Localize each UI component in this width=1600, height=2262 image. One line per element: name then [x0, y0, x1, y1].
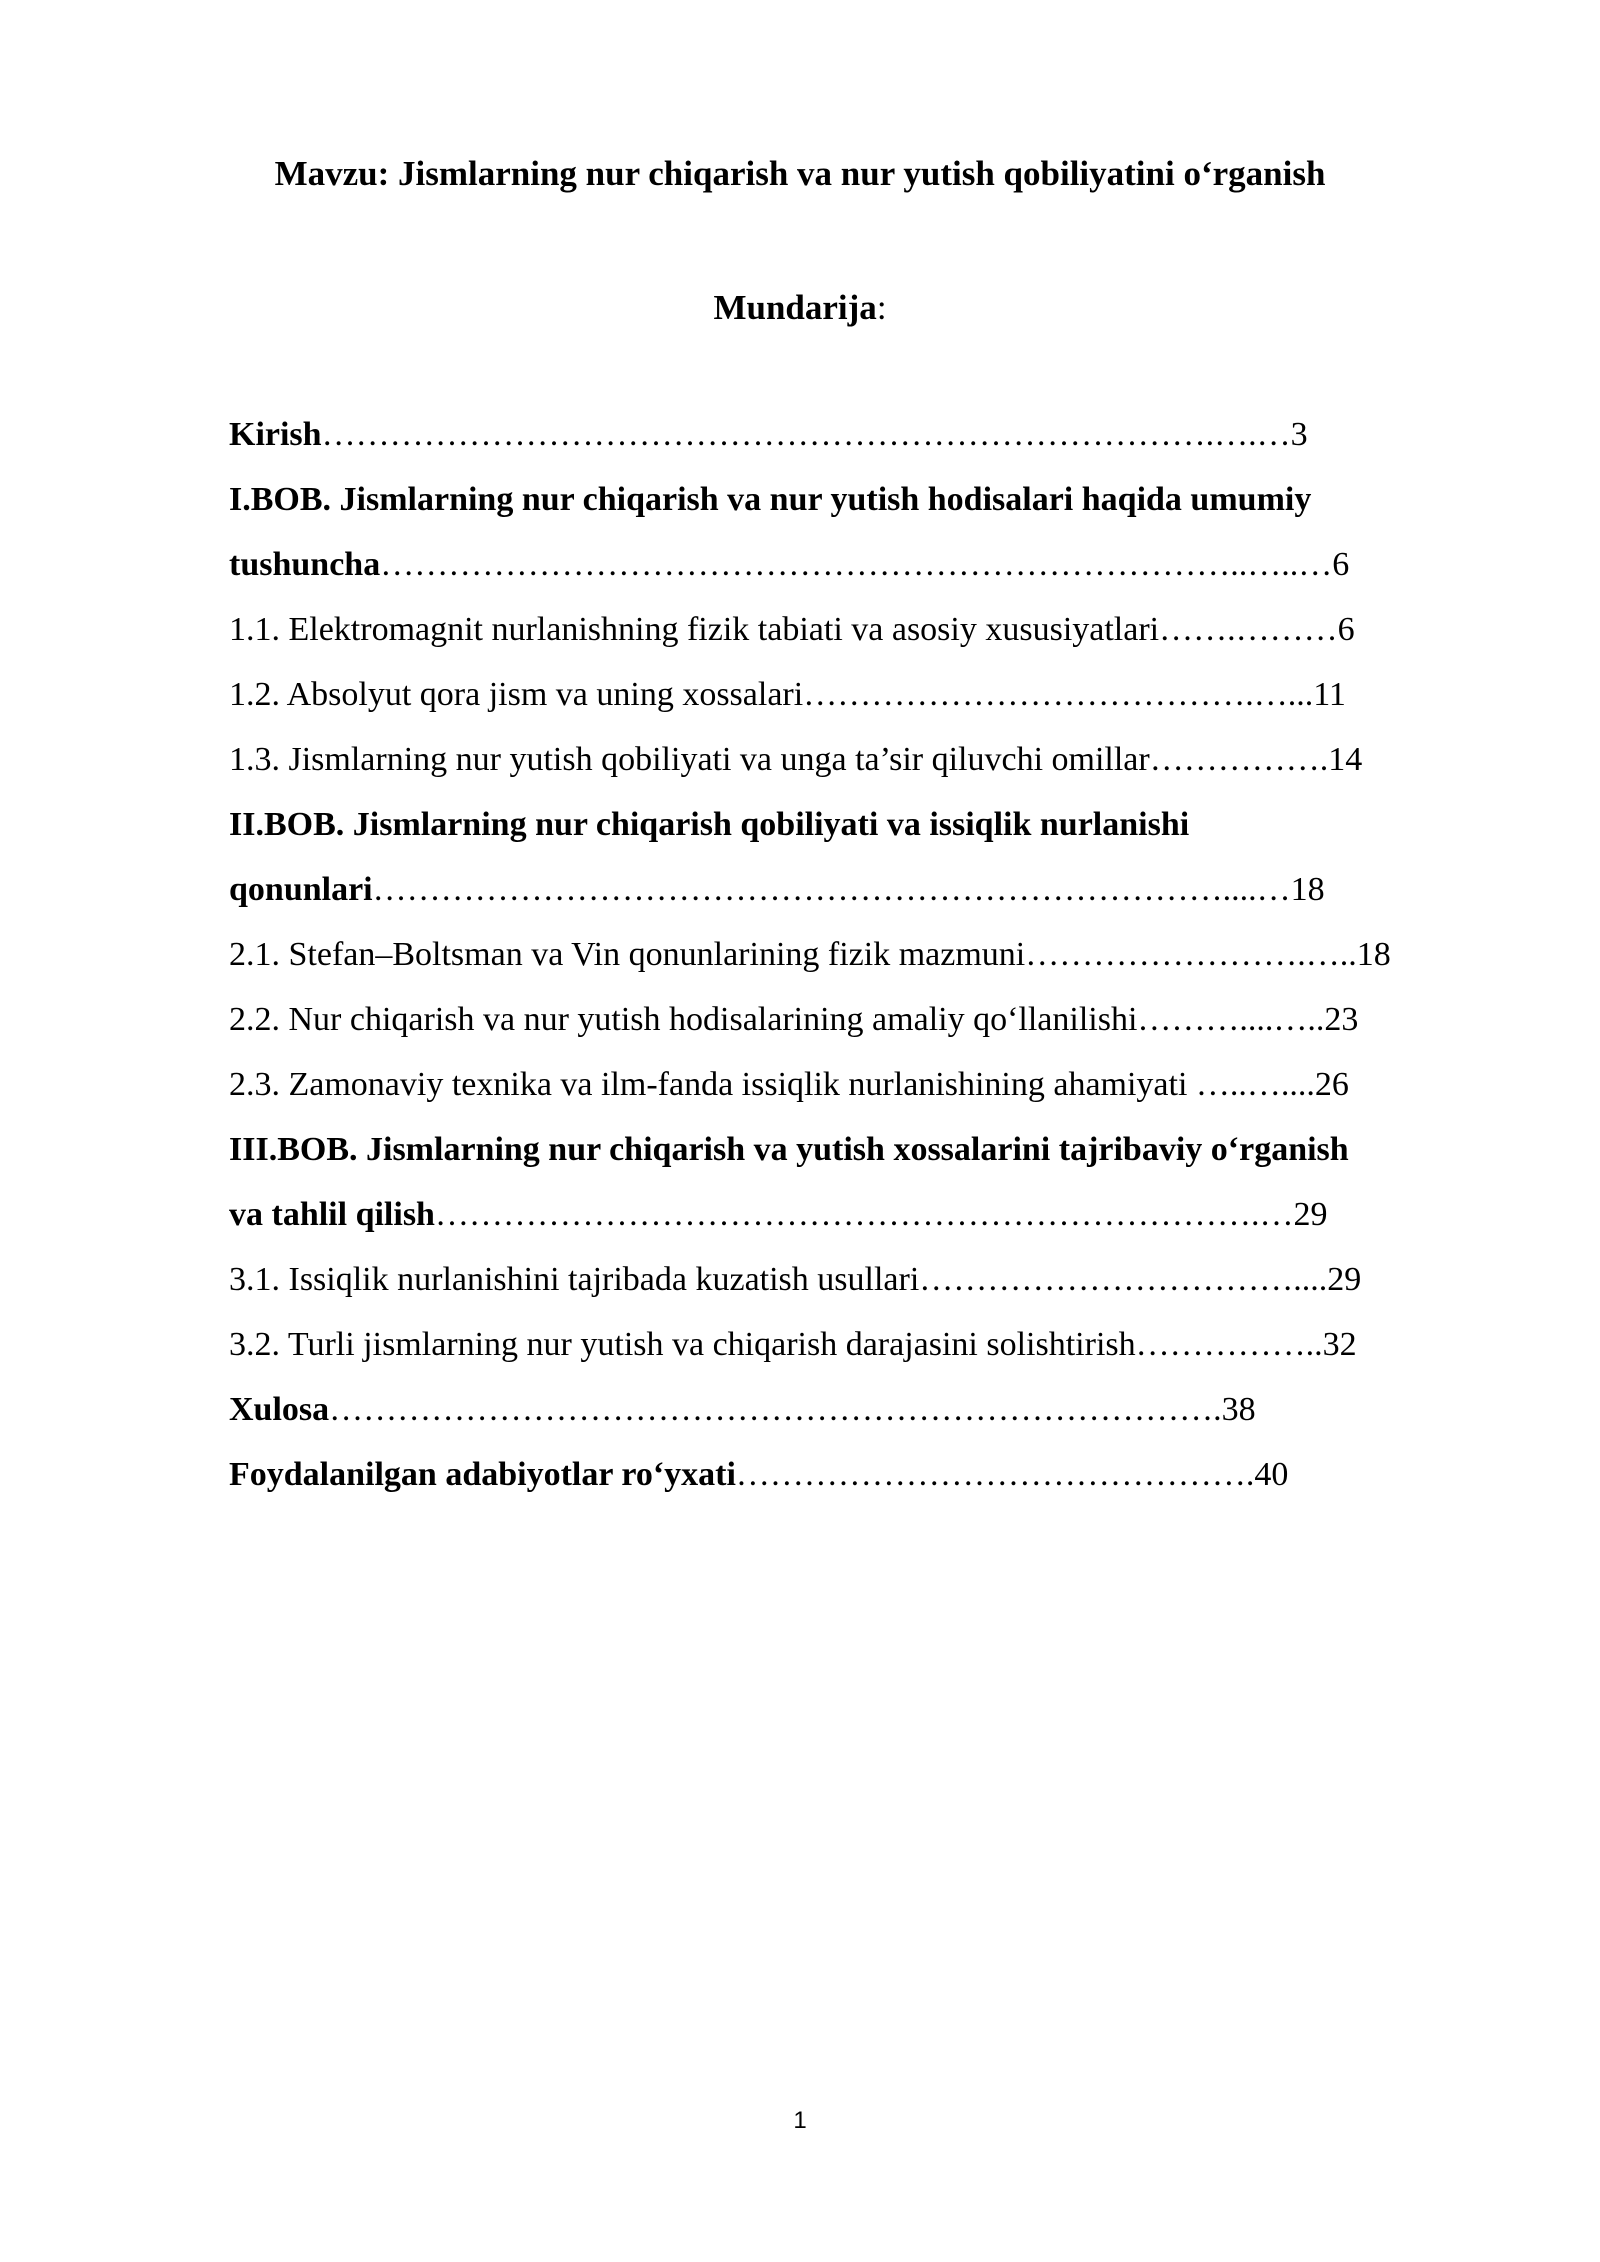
- toc-entry-text: 1.3. Jismlarning nur yutish qobiliyati va unga ta’sir qiluvchi omillar: [229, 741, 1150, 778]
- toc-entry-text: I.BOB. Jismlarning nur chiqarish va nur yutish hodisalari haqida umumiy: [229, 481, 1312, 518]
- toc-entry: [229, 1453, 1489, 1518]
- toc-entry-text: Foydalanilgan adabiyotlar ro‘yxati: [229, 1456, 736, 1493]
- contents-heading-text: Mundarija: [713, 288, 877, 327]
- toc-entry-leader: …………….: [1149, 741, 1329, 778]
- toc-entry: [229, 543, 1489, 608]
- toc-entry-leader: …………………….…..: [1025, 936, 1357, 973]
- toc-entry: [229, 803, 1489, 868]
- toc-entry-text: va tahlil qilish: [229, 1196, 435, 1233]
- toc-entry-leader: ……………..: [1135, 1326, 1323, 1363]
- toc-entry: [229, 1258, 1489, 1323]
- toc-entry: [229, 868, 1489, 933]
- toc-entry-text: 2.2. Nur chiqarish va nur yutish hodisalarining amaliy qo‘llanilishi: [229, 1001, 1138, 1038]
- toc-entry-text: 3.1. Issiqlik nurlanishini tajribada kuzatish usullari: [229, 1261, 920, 1298]
- contents-heading: [0, 286, 1600, 330]
- toc-entry-page: 38: [1221, 1391, 1256, 1428]
- toc-entry: [229, 413, 1489, 478]
- toc-entry-text: Kirish: [229, 416, 322, 453]
- toc-entry: [229, 933, 1489, 998]
- toc-entry: [229, 608, 1489, 673]
- toc-entry-leader: …………………………………………………………………..…..…: [380, 546, 1333, 583]
- toc-entry-page: 18: [1290, 871, 1325, 908]
- toc-entry-page: 18: [1356, 936, 1391, 973]
- toc-entry-page: 26: [1314, 1066, 1349, 1103]
- toc-entry-page: 40: [1254, 1456, 1289, 1493]
- toc-entry-leader: …….………: [1159, 611, 1338, 648]
- toc-entry-page: 11: [1313, 676, 1346, 713]
- toc-entry: [229, 998, 1489, 1063]
- toc-entry: [229, 673, 1489, 738]
- toc-entry: [229, 1323, 1489, 1388]
- toc-entry-page: 6: [1337, 611, 1355, 648]
- toc-entry-leader: ………....…..: [1137, 1001, 1325, 1038]
- toc-entry-page: 3: [1290, 416, 1308, 453]
- page-number: 1: [793, 2107, 807, 2134]
- toc-entry-leader: …………………………………………………………………….….…: [321, 416, 1291, 453]
- toc-entry-page: 29: [1293, 1196, 1328, 1233]
- toc-entry-text: 1.1. Elektromagnit nurlanishning fizik tabiati va asosiy xususiyatlari: [229, 611, 1160, 648]
- contents-heading-colon: :: [876, 288, 887, 327]
- toc-entry-page: 14: [1328, 741, 1363, 778]
- toc-entry-leader: …..…....: [1187, 1066, 1315, 1103]
- toc-entry: [229, 1063, 1489, 1128]
- document-title: Mavzu: Jismlarning nur chiqarish va nur yutish qobiliyatini o‘rganish: [274, 154, 1326, 193]
- toc-entry-text: II.BOB. Jismlarning nur chiqarish qobiliyati va issiqlik nurlanishi: [229, 806, 1190, 843]
- toc-entry-text: III.BOB. Jismlarning nur chiqarish va yutish xossalarini tajribaviy o‘rganish: [229, 1131, 1349, 1168]
- toc-entry-leader: …………………………………………………………………....…: [372, 871, 1291, 908]
- toc-entry-page: 29: [1327, 1261, 1362, 1298]
- toc-entry-leader: ………………………………….…...: [803, 676, 1314, 713]
- toc-entry: [229, 1193, 1489, 1258]
- toc-entry-text: 1.2. Absolyut qora jism va uning xossalari: [229, 676, 804, 713]
- toc-entry-leader: ……………………………....: [919, 1261, 1328, 1298]
- toc-entry-page: 32: [1322, 1326, 1357, 1363]
- toc-entry-leader: ……………………………………….: [735, 1456, 1255, 1493]
- toc-entry-text: 3.2. Turli jismlarning nur yutish va chiqarish darajasini solishtirish: [229, 1326, 1136, 1363]
- toc-entry-page: 6: [1332, 546, 1350, 583]
- toc-entry-text: qonunlari: [229, 871, 373, 908]
- toc-entry-text: tushuncha: [229, 546, 381, 583]
- toc-entry: [229, 1128, 1489, 1193]
- toc-entry: [229, 738, 1489, 803]
- toc-entry-text: 2.3. Zamonaviy texnika va ilm-fanda issiqlik nurlanishining ahamiyati: [229, 1066, 1188, 1103]
- toc-entry-text: 2.1. Stefan–Boltsman va Vin qonunlarining fizik mazmuni: [229, 936, 1026, 973]
- toc-entry-text: Xulosa: [229, 1391, 330, 1428]
- toc-entry: [229, 478, 1489, 543]
- toc-entry: [229, 1388, 1489, 1453]
- toc-entry-leader: ……………………………………………………………….…: [434, 1196, 1294, 1233]
- toc-entry-page: 23: [1324, 1001, 1359, 1038]
- table-of-contents: [229, 413, 1489, 1518]
- toc-entry-leader: …………………………………………………………………….: [329, 1391, 1222, 1428]
